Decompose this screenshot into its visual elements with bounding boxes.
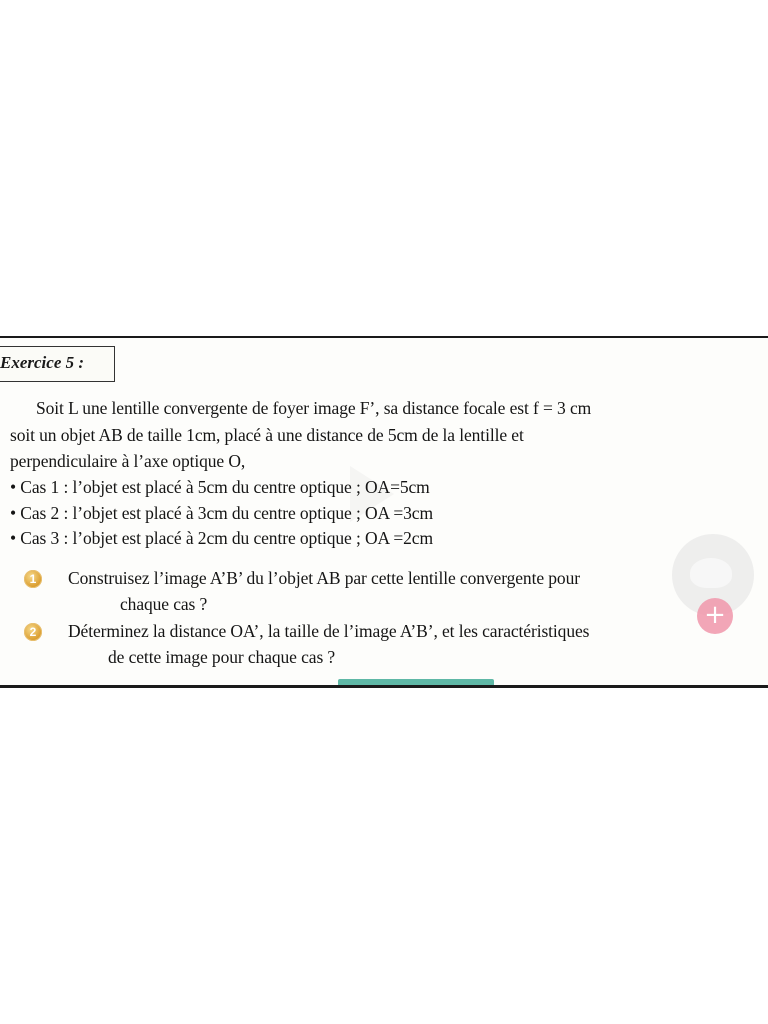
question-2-badge: 2: [24, 623, 42, 641]
case-3: • Cas 3 : l’objet est placé à 2cm du centre optique ; OA =2cm: [10, 528, 433, 548]
bottom-rule: [0, 685, 768, 688]
overlay-avatar-icon: [690, 558, 732, 588]
question-2-line-2: de cette image pour chaque cas ?: [108, 647, 336, 667]
case-2: • Cas 2 : l’objet est placé à 3cm du centre optique ; OA =3cm: [10, 503, 433, 523]
question-2-line-1: Déterminez la distance OA’, la taille de l’image A’B’, et les caractéristiques: [68, 621, 590, 641]
intro-line-1: Soit L une lentille convergente de foyer image F’, sa distance focale est f = 3 cm: [36, 398, 592, 418]
question-1-line-2: chaque cas ?: [120, 594, 208, 614]
intro-line-2: soit un objet AB de taille 1cm, placé à une distance de 5cm de la lentille et: [10, 425, 524, 445]
question-1-line-1: Construisez l’image A’B’ du l’objet AB par cette lentille convergente pour: [68, 568, 580, 588]
exercise-title: Exercice 5 :: [0, 353, 85, 372]
question-1-badge: 1: [24, 570, 42, 588]
top-rule: [0, 336, 768, 338]
case-1: • Cas 1 : l’objet est placé à 5cm du centre optique ; OA=5cm: [10, 477, 430, 497]
add-button[interactable]: +: [697, 598, 733, 634]
intro-line-3: perpendiculaire à l’axe optique O,: [10, 451, 246, 471]
exercise-document: [0, 336, 768, 688]
